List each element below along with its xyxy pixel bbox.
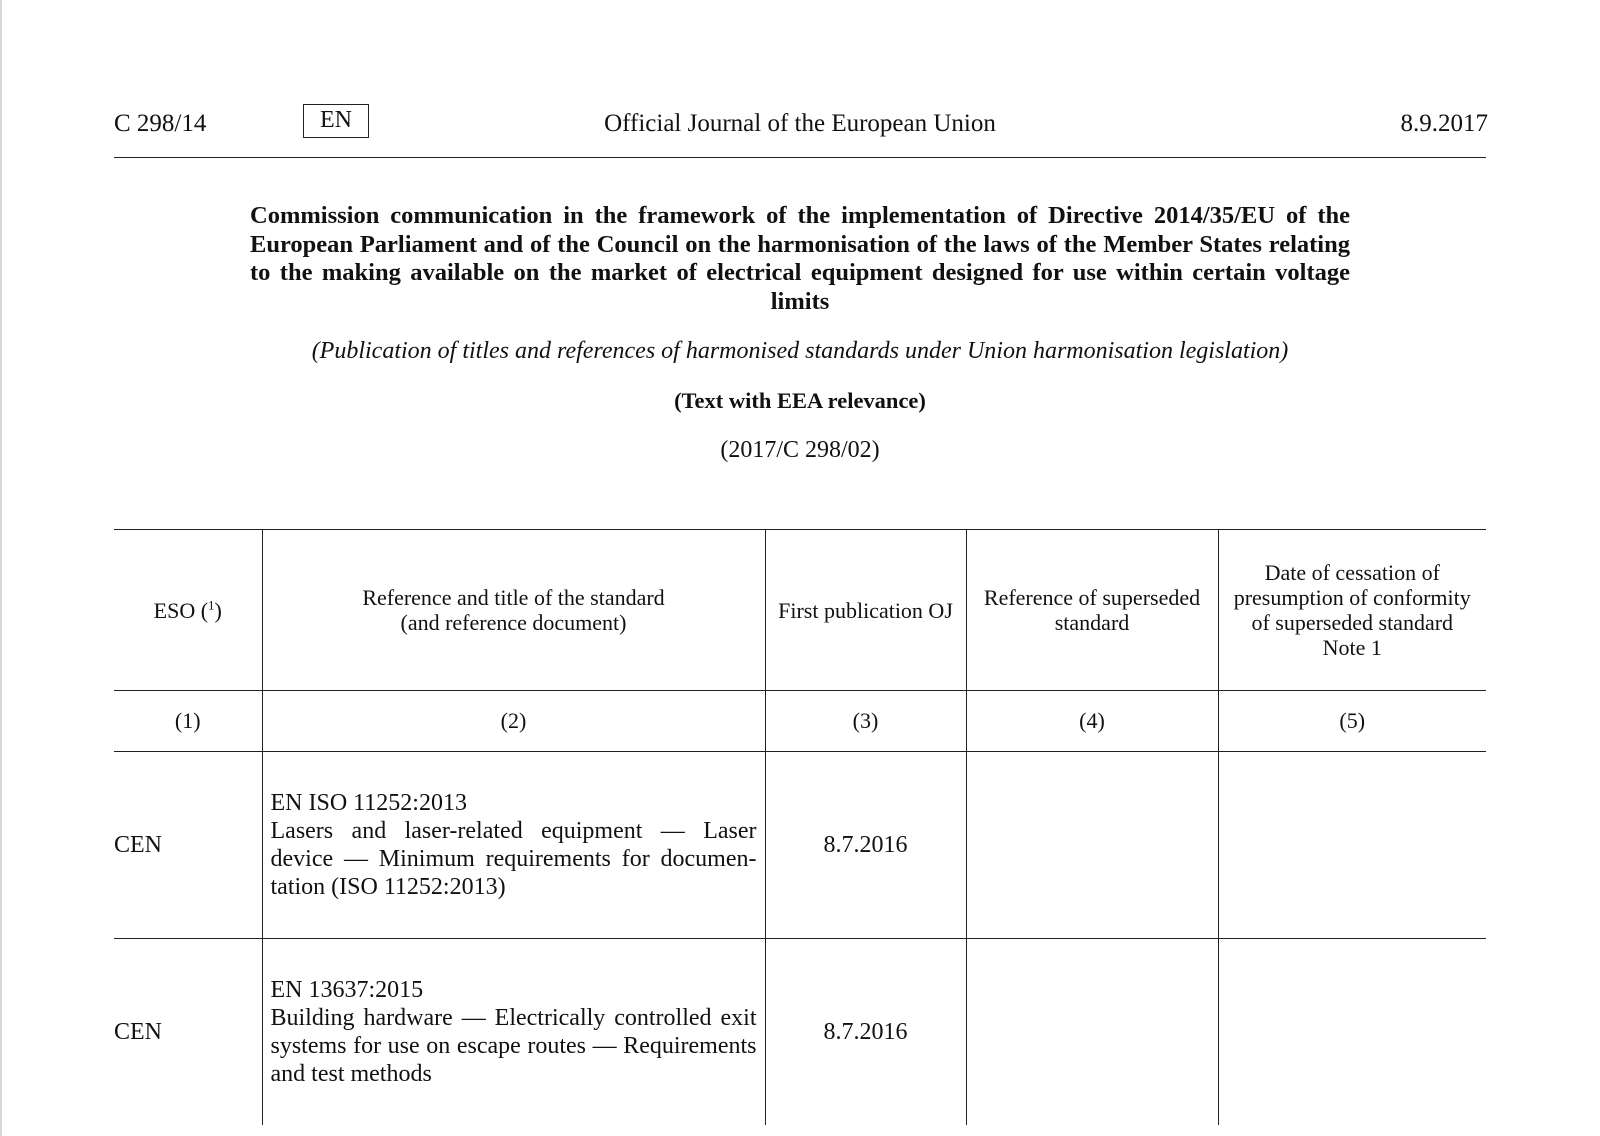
eso-cell: CEN [114, 752, 262, 939]
reference-cell [262, 752, 765, 939]
document-number: (2017/C 298/02) [720, 437, 880, 463]
column-number-row [114, 691, 1486, 752]
document-subtitle: (Publication of titles and references of harmonised standards under Union harmonisation legislation) [311, 338, 1289, 364]
col-header-eso: ESO ($^1$) [114, 530, 262, 691]
col-header-first-publication: First publication OJ [765, 530, 966, 691]
page-edge [0, 0, 2, 1136]
column-number: (1) [114, 691, 262, 752]
reference-cell [262, 939, 765, 1126]
col-header-reference: Reference and title of the standard (and reference document) [262, 530, 765, 691]
column-number: (4) [966, 691, 1218, 752]
first-publication-cell: 8.7.2016 [765, 752, 966, 939]
standard-reference: EN ISO 11252:2013 [270, 790, 467, 816]
document-title: Commission communication in the framework of the implementation of Directive 2014/35/EU of the European Parliament and of the Council on the harmonisation of the laws of the Member States relating to the making available on the market of electrical equipment designed for use within certain voltage limits [250, 202, 1350, 315]
publication-date: 8.9.2017 [1400, 110, 1488, 137]
eea-relevance: (Text with EEA relevance) [674, 388, 926, 413]
col-header-superseded: Reference of superseded standard [966, 530, 1218, 691]
superseded-cell [966, 939, 1218, 1126]
col-header-cessation: Date of cessation of presumption of conformity of superseded standard Note 1 [1218, 530, 1486, 691]
column-number: (5) [1218, 691, 1486, 752]
column-number: (3) [765, 691, 966, 752]
footnote-ref[interactable]: 1 [208, 597, 215, 613]
cessation-cell [1218, 752, 1486, 939]
column-number: (2) [262, 691, 765, 752]
header-rule [114, 157, 1486, 158]
table-row [114, 939, 1486, 1126]
superseded-cell [966, 752, 1218, 939]
cessation-cell [1218, 939, 1486, 1126]
standards-table [114, 529, 1486, 1125]
journal-title: Official Journal of the European Union [604, 110, 996, 137]
eso-cell: CEN [114, 939, 262, 1126]
standard-reference: EN 13637:2015 [270, 977, 424, 1003]
table-header-row [114, 530, 1486, 691]
standard-title: Building hardware — Electrically controlled exit systems for use on escape routes — Requirements and test methods [270, 1005, 757, 1087]
standard-title: Lasers and laser-related equipment — Laser device — Minimum requirements for documentation (ISO 11252:2013) [270, 818, 757, 900]
oj-issue-number: C 298/14 [114, 110, 207, 137]
language-badge: EN [303, 104, 369, 138]
table-row [114, 752, 1486, 939]
first-publication-cell: 8.7.2016 [765, 939, 966, 1126]
